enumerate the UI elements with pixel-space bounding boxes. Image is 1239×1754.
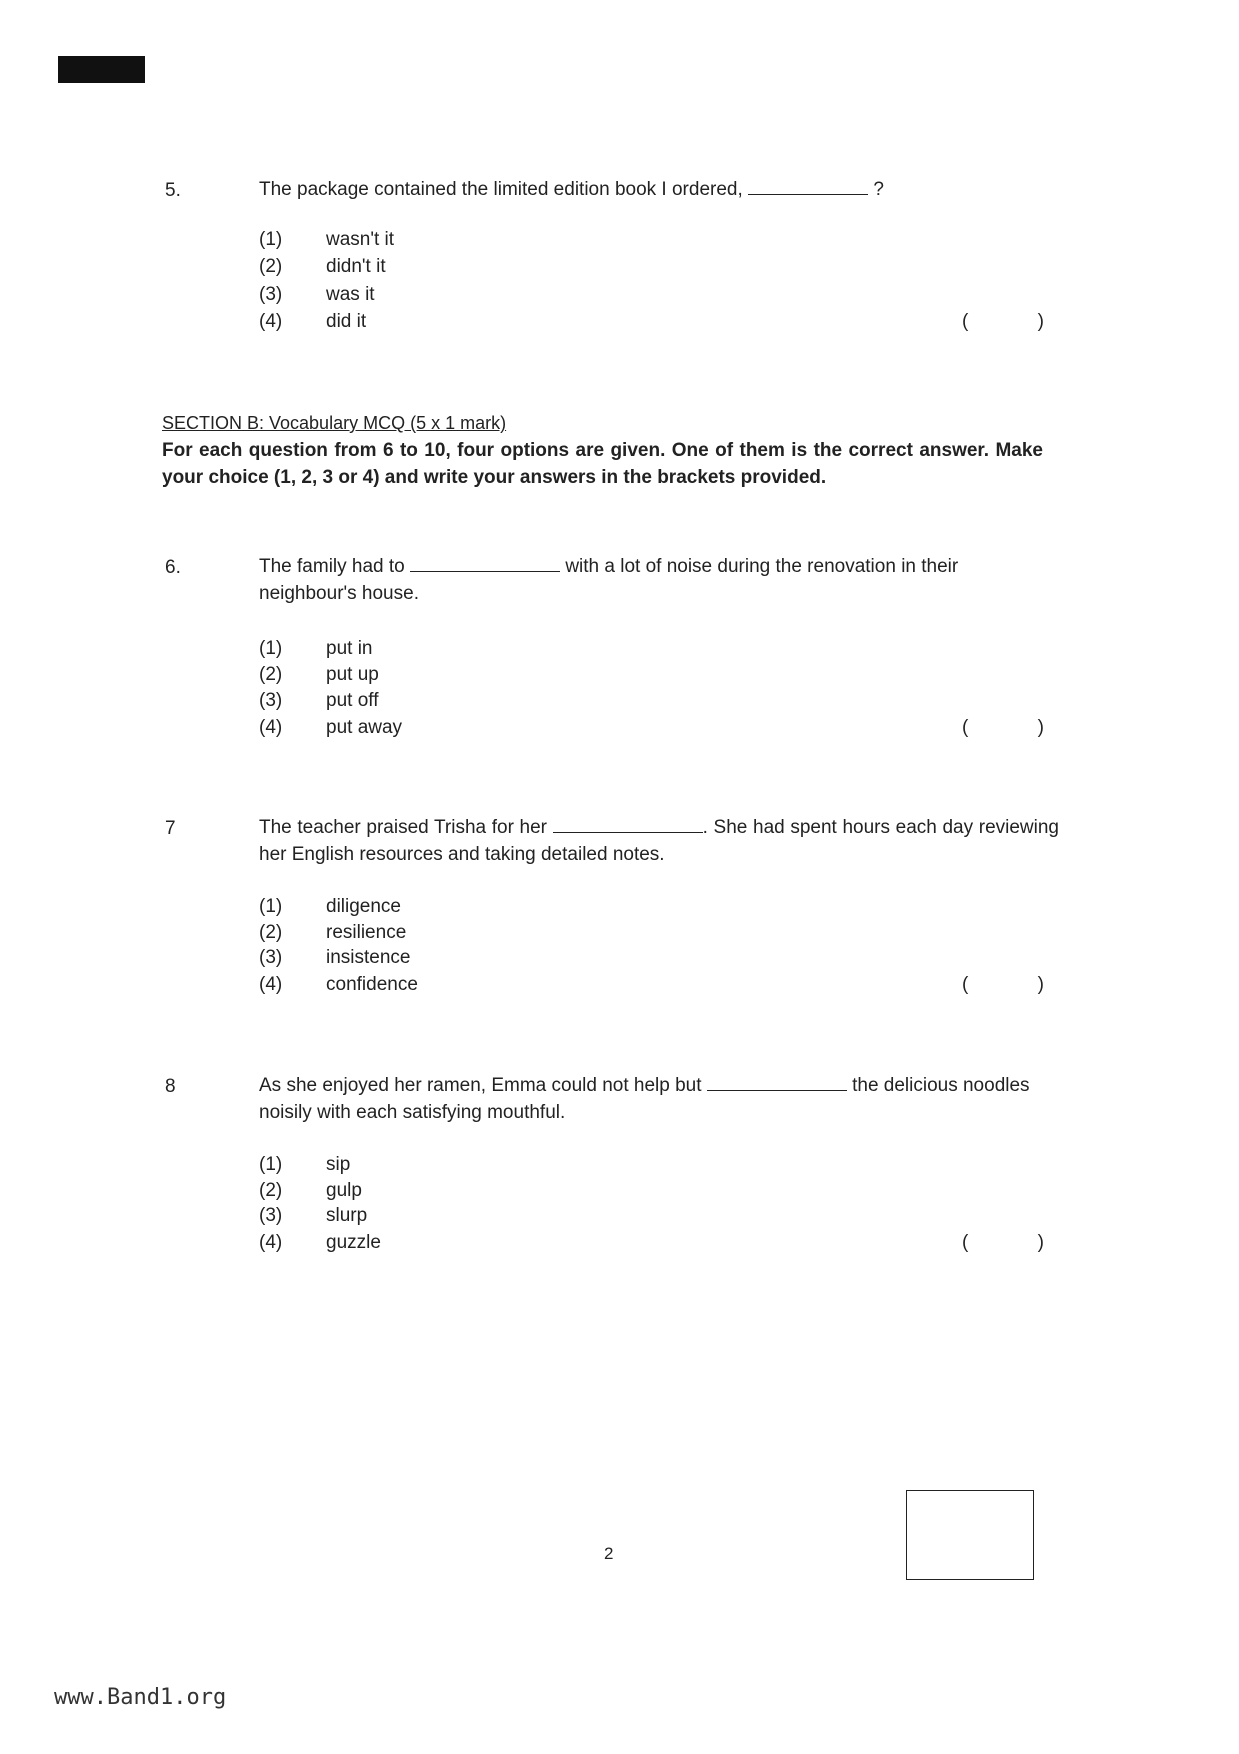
questions-2-options-3: confidence (326, 974, 418, 995)
questions-1-options-3: put away (326, 717, 403, 738)
bracket_close: ) (1037, 717, 1044, 738)
questions-1-options-1: put up (326, 664, 379, 685)
bracket_open: ( (962, 1232, 969, 1253)
questions-0-text_before: The package contained the limited edition book I ordered, (259, 179, 743, 200)
answer-brackets[interactable] (962, 717, 1044, 739)
answer-brackets[interactable] (962, 1232, 1044, 1254)
option_labels-3: (4) (259, 311, 283, 332)
option_labels-1: (2) (259, 1180, 283, 1201)
bracket_close: ) (1037, 311, 1044, 332)
page-number: 2 (604, 1544, 614, 1563)
option_labels-1: (2) (259, 664, 283, 685)
option_labels-3: (4) (259, 717, 283, 738)
questions-0-options-2: was it (326, 284, 375, 305)
questions-0-options-3: did it (326, 311, 367, 332)
option-4 (259, 1232, 381, 1254)
section-instructions: For each question from 6 to 10, four options are given. One of them is the correct answer. Make your choice (1, 2, 3 or 4) and write your answers in the brackets provided. (162, 440, 1043, 488)
section-heading: SECTION B: Vocabulary MCQ (5 x 1 mark) (162, 413, 507, 433)
question-number: 5. (165, 180, 181, 201)
questions-0-options-1: didn't it (326, 256, 386, 277)
option-4 (259, 974, 418, 996)
questions-3-text_after: the delicious noodles noisily with each satisfying mouthful. (259, 1075, 1030, 1123)
option_labels-0: (1) (259, 896, 283, 917)
option-1 (259, 896, 401, 918)
questions-1-options-0: put in (326, 638, 373, 659)
option-3 (259, 690, 378, 712)
answer-blank (707, 1076, 847, 1091)
question-text (259, 553, 1059, 607)
questions-3-options-2: slurp (326, 1205, 368, 1226)
question-number: 7 (165, 818, 176, 839)
questions-2-options-2: insistence (326, 947, 411, 968)
bracket_open: ( (962, 717, 969, 738)
option_labels-3: (4) (259, 974, 283, 995)
section-b (162, 410, 1043, 491)
questions-1-text_after: with a lot of noise during the renovation in their neighbour's house. (259, 556, 959, 604)
questions-2-text_after: . She had spent hours each day reviewing her English resources and taking detailed notes. (259, 817, 1059, 865)
answer-blank (553, 818, 703, 833)
question-text (259, 1072, 1059, 1126)
question-number: 8 (165, 1076, 176, 1097)
option-4 (259, 717, 402, 739)
questions-1-text_before: The family had to (259, 556, 405, 577)
scan-stamp-mark (58, 56, 145, 83)
bracket_open: ( (962, 311, 969, 332)
option-2 (259, 1180, 362, 1202)
option-3 (259, 1205, 367, 1227)
bracket_close: ) (1037, 974, 1044, 995)
option_labels-0: (1) (259, 229, 283, 250)
option_labels-0: (1) (259, 638, 283, 659)
questions-2-options-0: diligence (326, 896, 401, 917)
option_labels-0: (1) (259, 1154, 283, 1175)
questions-0-text_after: ? (873, 179, 884, 200)
option-1 (259, 1154, 350, 1176)
option_labels-2: (3) (259, 690, 283, 711)
answer-blank (410, 557, 560, 572)
score-box (906, 1490, 1034, 1580)
option_labels-2: (3) (259, 1205, 283, 1226)
answer-blank (748, 180, 868, 195)
watermark: www.Band1.org (54, 1685, 227, 1710)
option_labels-2: (3) (259, 284, 283, 305)
option_labels-3: (4) (259, 1232, 283, 1253)
option-1 (259, 229, 394, 251)
bracket_close: ) (1037, 1232, 1044, 1253)
option-4 (259, 311, 366, 333)
question-text (259, 176, 1059, 203)
questions-1-options-2: put off (326, 690, 379, 711)
questions-2-text_before: The teacher praised Trisha for her (259, 817, 547, 838)
questions-2-options-1: resilience (326, 922, 407, 943)
questions-3-options-1: gulp (326, 1180, 362, 1201)
option-3 (259, 947, 411, 969)
bracket_open: ( (962, 974, 969, 995)
answer-brackets[interactable] (962, 311, 1044, 333)
questions-3-text_before: As she enjoyed her ramen, Emma could not help but (259, 1075, 702, 1096)
option_labels-1: (2) (259, 922, 283, 943)
question-number: 6. (165, 557, 181, 578)
option-2 (259, 922, 406, 944)
option-1 (259, 638, 372, 660)
option_labels-1: (2) (259, 256, 283, 277)
option-2 (259, 256, 386, 278)
questions-3-options-3: guzzle (326, 1232, 381, 1253)
questions-0-options-0: wasn't it (326, 229, 395, 250)
questions-3-options-0: sip (326, 1154, 351, 1175)
option-3 (259, 284, 375, 306)
answer-brackets[interactable] (962, 974, 1044, 996)
question-text (259, 814, 1059, 868)
option-2 (259, 664, 379, 686)
option_labels-2: (3) (259, 947, 283, 968)
